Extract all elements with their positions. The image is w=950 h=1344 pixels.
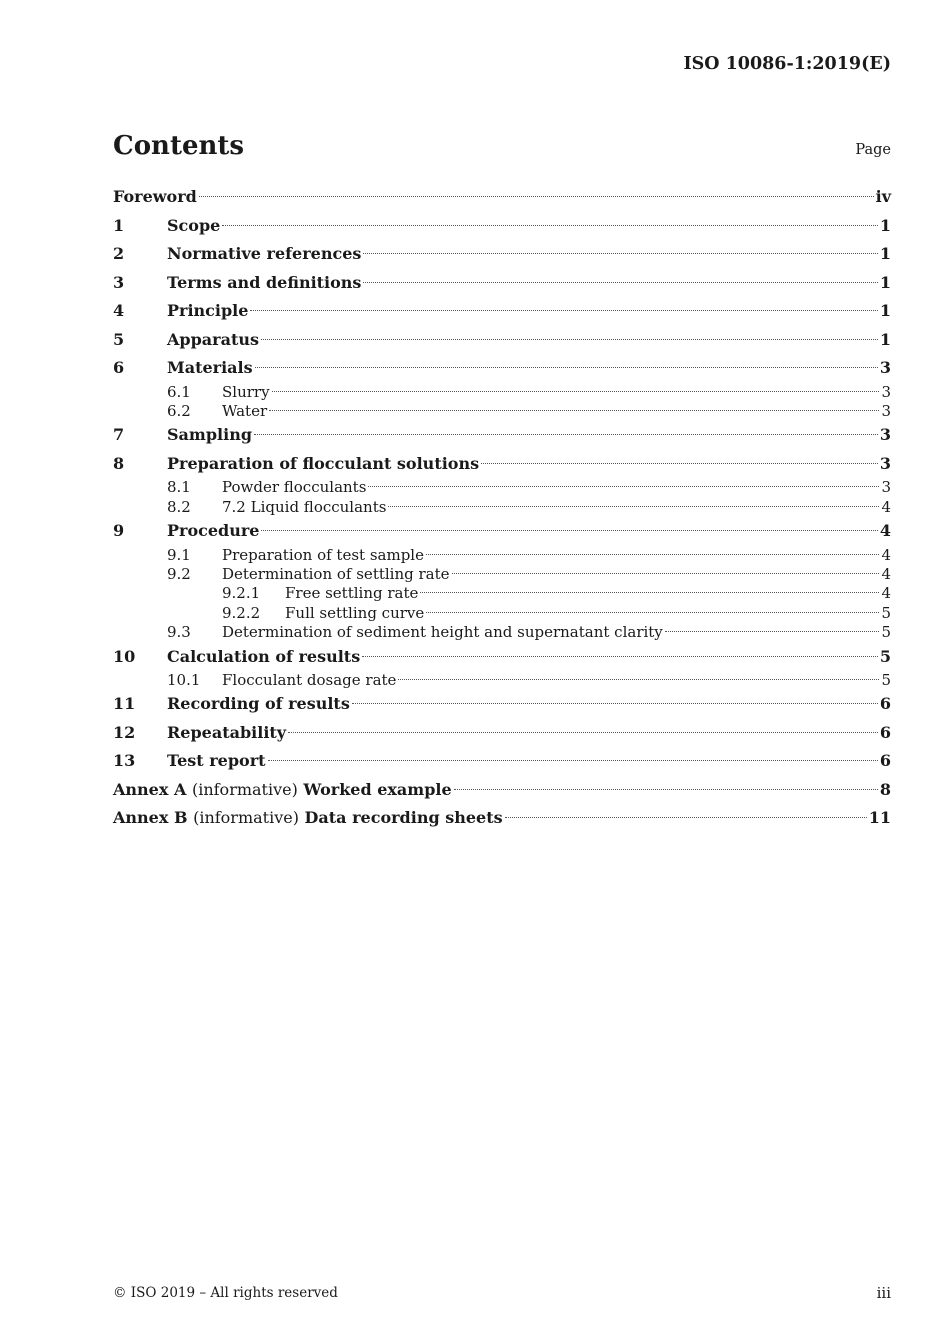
toc-entry-9-2[interactable] [113, 565, 891, 584]
toc-entry-page: 4 [881, 584, 891, 603]
toc-entry-title: Calculation of results [167, 646, 361, 666]
toc-entry-title: Test report [167, 751, 266, 771]
toc-entry-page: 3 [881, 401, 891, 420]
toc-entry-9-2-2[interactable] [113, 604, 891, 623]
toc-entry-3[interactable] [113, 269, 891, 298]
toc-entry-title: Procedure [167, 521, 260, 541]
toc-entry-page: 1 [879, 244, 891, 263]
toc-entry-page: 6 [879, 751, 891, 771]
toc-entry-page: 1 [879, 272, 891, 292]
toc-entry-title [113, 776, 452, 805]
toc-entry-number: 9.3 [167, 623, 191, 642]
toc-entry-number: 1 [113, 215, 125, 235]
toc-entry-number: 9.2.2 [222, 603, 261, 622]
toc-entry-8-2[interactable] [113, 498, 891, 517]
toc-entry-number: 13 [113, 751, 136, 771]
toc-entry-6-2[interactable] [113, 402, 891, 421]
dot-leader [222, 225, 878, 226]
toc-entry-page: 3 [879, 425, 891, 445]
toc-entry-6-1[interactable] [113, 383, 891, 402]
toc-entry-title: Foreword [113, 187, 197, 206]
table-of-contents [113, 183, 891, 833]
toc-entry-page: 4 [881, 564, 891, 583]
annex-title: Data recording sheets [304, 808, 503, 828]
dot-leader [288, 732, 878, 733]
toc-entry-title: Recording of results [167, 694, 350, 714]
dot-leader [426, 554, 879, 555]
toc-entry-number: 12 [113, 722, 136, 742]
toc-entry-5[interactable] [113, 326, 891, 355]
toc-entry-number: 9 [113, 521, 125, 541]
toc-entry-number: 5 [113, 329, 125, 349]
copyright-notice: © ISO 2019 – All rights reserved [113, 1285, 338, 1301]
toc-entry-page: 3 [879, 358, 891, 377]
annex-note: (informative) [193, 808, 299, 828]
toc-entry-number: 9.2 [167, 564, 191, 583]
dot-leader [363, 253, 877, 254]
toc-entry-number: 6.1 [167, 382, 191, 401]
page-column-label: Page [855, 142, 891, 158]
toc-entry-number: 8 [113, 453, 125, 473]
dot-leader [268, 760, 878, 761]
toc-entry-page: 4 [879, 521, 891, 541]
dot-leader [261, 530, 877, 531]
dot-leader [452, 573, 880, 574]
toc-entry-page: 3 [879, 453, 891, 473]
toc-entry-title: Scope [167, 215, 221, 235]
annex-note: (informative) [191, 779, 298, 799]
dot-leader [362, 656, 878, 657]
dot-leader [420, 592, 879, 593]
toc-entry-page: 5 [881, 671, 891, 690]
toc-entry-annex-b[interactable] [113, 804, 891, 833]
toc-entry-title: Preparation of test sample [222, 545, 424, 564]
toc-entry-title: Preparation of flocculant solutions [167, 453, 480, 473]
dot-leader [199, 196, 874, 197]
toc-entry-13[interactable] [113, 747, 891, 776]
toc-entry-page: 5 [881, 603, 891, 622]
toc-entry-title: Terms and definitions [167, 272, 362, 292]
toc-entry-number: 9.1 [167, 545, 191, 564]
toc-entry-9-1[interactable] [113, 546, 891, 565]
toc-entry-number: 10.1 [167, 671, 201, 690]
toc-entry-4[interactable] [113, 297, 891, 326]
toc-entry-title: Principle [167, 301, 249, 320]
toc-entry-2[interactable] [113, 240, 891, 269]
toc-entry-title: Repeatability [167, 722, 287, 742]
toc-entry-number: 8.1 [167, 478, 191, 497]
toc-entry-page: 5 [881, 623, 891, 642]
toc-entry-title: Sampling [167, 425, 253, 445]
dot-leader [254, 434, 878, 435]
dot-leader [388, 506, 879, 507]
dot-leader [352, 703, 878, 704]
toc-entry-title: 7.2 Liquid flocculants [222, 497, 387, 516]
document-id: ISO 10086-1:2019(E) [683, 54, 891, 74]
toc-entry-title: Materials [167, 358, 253, 377]
toc-entry-title: Flocculant dosage rate [222, 671, 397, 690]
toc-entry-page: 4 [881, 497, 891, 516]
toc-entry-title: Apparatus [167, 329, 259, 349]
annex-title: Worked example [303, 779, 452, 799]
dot-leader [269, 410, 879, 411]
toc-entry-title [113, 804, 503, 833]
toc-entry-title: Free settling rate [285, 584, 419, 603]
toc-entry-page: 6 [879, 722, 891, 742]
toc-entry-title: Determination of settling rate [222, 564, 450, 583]
toc-entry-8-1[interactable] [113, 478, 891, 497]
dot-leader [481, 463, 878, 464]
toc-entry-9-3[interactable] [113, 623, 891, 642]
toc-entry-8[interactable] [113, 450, 891, 479]
toc-entry-6[interactable] [113, 354, 891, 383]
toc-entry-title: Full settling curve [285, 603, 425, 622]
toc-entry-number: 6 [113, 358, 125, 377]
dot-leader [398, 679, 879, 680]
dot-leader [261, 339, 878, 340]
toc-entry-number: 2 [113, 244, 125, 263]
toc-entry-page: 3 [881, 382, 891, 401]
toc-entry-foreword[interactable] [113, 183, 891, 212]
toc-entry-11[interactable] [113, 690, 891, 719]
toc-entry-page: iv [875, 187, 891, 206]
toc-entry-number: 4 [113, 301, 125, 320]
dot-leader [665, 631, 880, 632]
dot-leader [255, 367, 878, 368]
toc-entry-page: 3 [881, 478, 891, 497]
contents-heading: Contents [113, 131, 245, 161]
toc-entry-1[interactable] [113, 212, 891, 241]
toc-entry-page: 1 [879, 215, 891, 235]
toc-entry-annex-a[interactable] [113, 776, 891, 805]
toc-entry-page: 5 [879, 646, 891, 666]
toc-entry-title: Powder flocculants [222, 478, 367, 497]
toc-entry-title: Water [222, 401, 268, 420]
dot-leader [426, 612, 879, 613]
toc-entry-7[interactable] [113, 421, 891, 450]
toc-entry-number: 7 [113, 425, 125, 445]
toc-entry-page: 8 [879, 779, 891, 799]
toc-entry-number: 6.2 [167, 401, 191, 420]
annex-label: Annex A [113, 779, 187, 799]
toc-entry-10[interactable] [113, 643, 891, 672]
toc-entry-9[interactable] [113, 517, 891, 546]
toc-entry-12[interactable] [113, 719, 891, 748]
toc-entry-10-1[interactable] [113, 671, 891, 690]
dot-leader [454, 789, 878, 790]
toc-entry-title: Determination of sediment height and supernatant clarity [222, 623, 663, 642]
toc-entry-9-2-1[interactable] [113, 584, 891, 603]
annex-label: Annex B [113, 808, 188, 828]
toc-entry-number: 11 [113, 694, 136, 714]
toc-entry-number: 3 [113, 272, 125, 292]
dot-leader [272, 391, 880, 392]
toc-entry-page: 1 [879, 301, 891, 320]
toc-entry-page: 11 [868, 808, 891, 828]
dot-leader [368, 486, 879, 487]
toc-entry-page: 6 [879, 694, 891, 714]
toc-entry-page: 4 [881, 545, 891, 564]
dot-leader [505, 817, 867, 818]
toc-entry-number: 8.2 [167, 497, 191, 516]
toc-entry-page: 1 [879, 329, 891, 349]
dot-leader [363, 282, 877, 283]
toc-entry-title: Normative references [167, 244, 362, 263]
toc-entry-title: Slurry [222, 382, 270, 401]
toc-entry-number: 10 [113, 646, 136, 666]
toc-entry-number: 9.2.1 [222, 584, 261, 603]
page-number: iii [876, 1284, 891, 1302]
dot-leader [250, 310, 877, 311]
